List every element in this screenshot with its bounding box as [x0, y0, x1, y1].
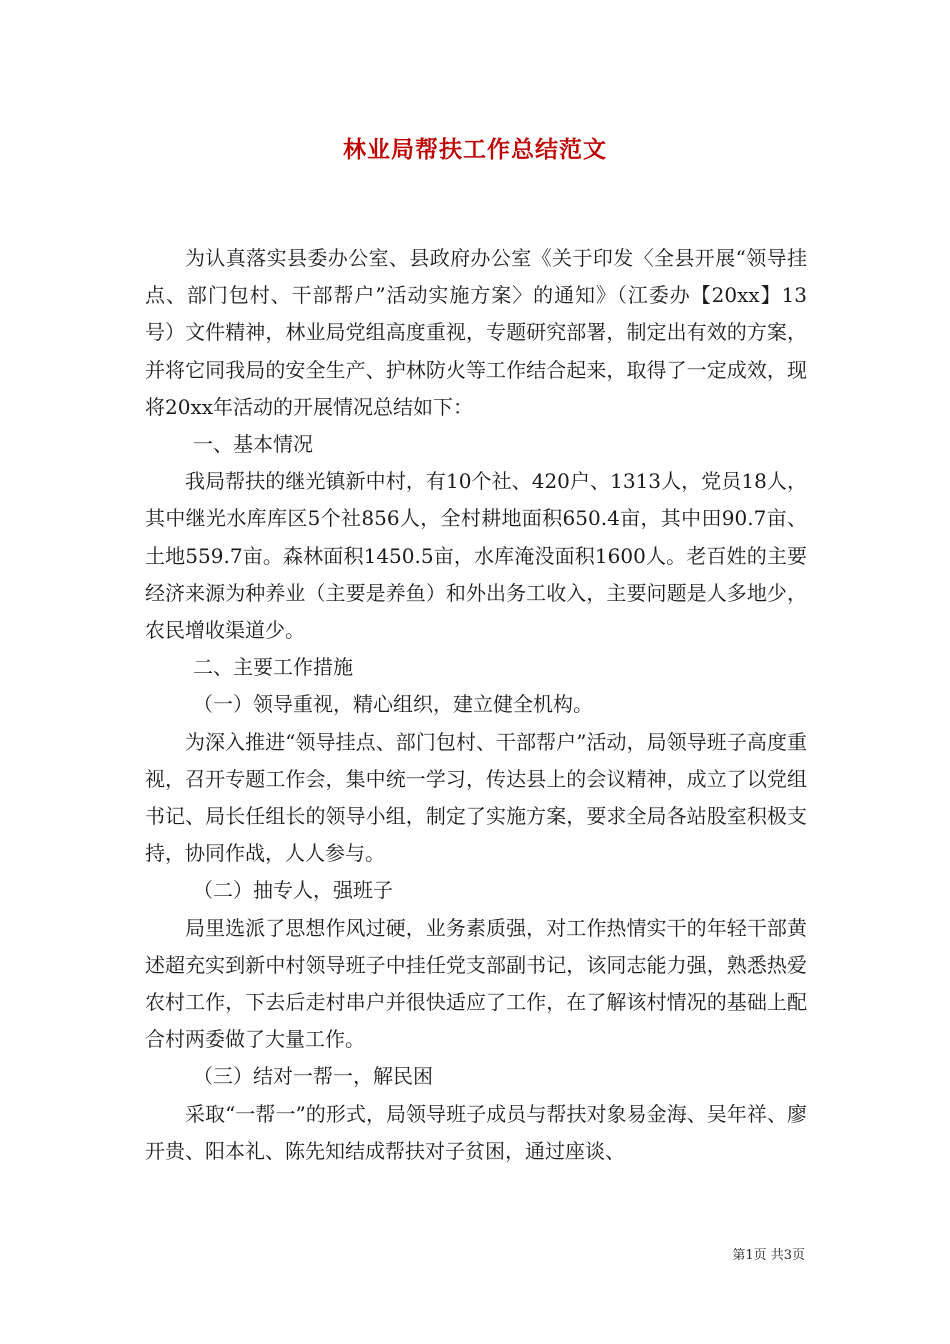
subheading-staffing: （二）抽专人，强班子	[193, 878, 393, 903]
page-number: 第1页 共3页	[732, 1248, 805, 1263]
document-body	[145, 240, 807, 1170]
staffing-paragraph: 局里选派了思想作风过硬，业务素质强，对工作热情实干的年轻干部黄述超充实到新中村领导班子中挂任党支部副书记，该同志能力强，熟悉热爱农村工作，下去后走村串户并很快适应了工作，在了解该村情况的基础上配合村两委做了大量工作。	[145, 915, 807, 1052]
pairing-paragraph: 采取“一帮一”的形式，局领导班子成员与帮扶对象易金海、吴年祥、廖开贵、阳本礼、陈先知结成帮扶对子贫困，通过座谈、	[145, 1101, 807, 1163]
intro-paragraph: 为认真落实县委办公室、县政府办公室《关于印发〈全县开展“领导挂点、部门包村、干部帮户”活动实施方案〉的通知》（江委办【20xx】13号）文件精神，林业局党组高度重视，专题研究部署，制定出有效的方案，并将它同我局的安全生产、护林防火等工作结合起来，取得了一定成效，现将20xx年活动的开展情况总结如下：	[145, 246, 807, 419]
document-title: 林业局帮扶工作总结范文	[343, 136, 607, 163]
basic-situation-paragraph: 我局帮扶的继光镇新中村，有10个社、420户、1313人，党员18人，其中继光水库库区5个社856人，全村耕地面积650.4亩，其中田90.7亩、土地559.7亩。森林面积1450.5亩，水库淹没面积1600人。老百姓的主要经济来源为种养业（主要是养鱼）和外出务工收入，主要问题是人多地少，农民增收渠道少。	[145, 469, 807, 643]
section-heading-basic-situation: 一、基本情况	[193, 432, 313, 457]
section-heading-main-measures: 二、主要工作措施	[193, 655, 353, 680]
subheading-pairing: （三）结对一帮一，解民困	[193, 1064, 433, 1089]
leadership-paragraph: 为深入推进“领导挂点、部门包村、干部帮户”活动，局领导班子高度重视，召开专题工作会，集中统一学习，传达县上的会议精神，成立了以党组书记、局长任组长的领导小组，制定了实施方案，要求全局各站股室积极支持，协同作战，人人参与。	[145, 729, 807, 866]
subheading-leadership: （一）领导重视，精心组织，建立健全机构。	[193, 692, 593, 717]
